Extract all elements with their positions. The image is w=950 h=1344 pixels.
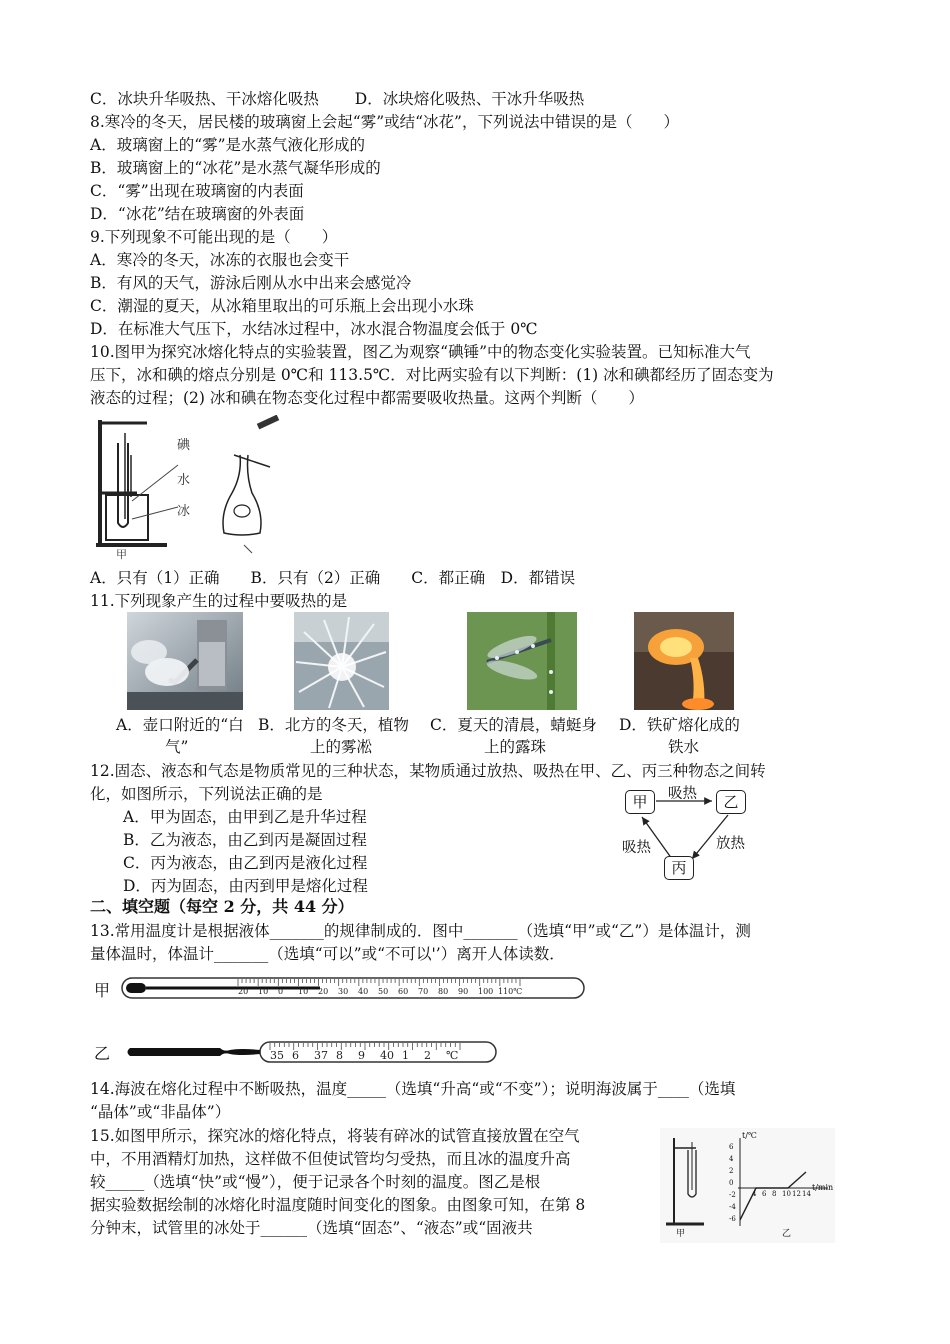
lab-thermometer-tick-5: 30 xyxy=(338,987,349,996)
lab-thermometer-tick-11: 90 xyxy=(458,987,469,996)
lab-thermometer-tick-3: 10 xyxy=(298,987,309,996)
graph-y-unit: t/℃ xyxy=(742,1131,757,1140)
kettle-steam-image xyxy=(127,612,243,710)
q9-option-c: C．潮湿的夏天，从冰箱里取出的可乐瓶上会出现小水珠 xyxy=(90,297,474,315)
lab-thermometer-tick-13: 110℃ xyxy=(498,987,523,996)
lab-thermometer-tick-6: 40 xyxy=(358,987,369,996)
q9-option-b: B．有风的天气，游泳后刚从水中出来会感觉冷 xyxy=(90,274,412,292)
clinical-thermometer-tick-4: 9 xyxy=(358,1049,365,1062)
graph-y-tick-3: 0 xyxy=(729,1179,734,1187)
graph-x-tick-3: 10 xyxy=(782,1190,791,1198)
q11-caption-b-line-2: 上的雾凇 xyxy=(310,738,373,756)
clinical-thermometer-image xyxy=(120,1038,500,1066)
q10-label-ice: 冰 xyxy=(177,504,191,519)
q10-label-jia: 甲 xyxy=(116,548,127,561)
q11-caption-d-line-1: D．铁矿熔化成的 xyxy=(619,716,740,734)
molten-iron-image xyxy=(634,612,734,710)
graph-y-tick-6: -6 xyxy=(729,1215,736,1223)
q15-figure xyxy=(660,1128,835,1243)
lab-thermometer-tick-8: 60 xyxy=(398,987,409,996)
clinical-thermometer-tick-1: 6 xyxy=(292,1049,299,1062)
q11-caption-a-line-2: 气” xyxy=(165,738,189,756)
q10-apparatus-figure xyxy=(92,415,312,560)
state-bing-box: 丙 xyxy=(664,856,694,880)
q13-line-2: 量体温时，体温计_______（选填“可以”或“不可以'’）离开人体读数． xyxy=(90,945,565,963)
q9-stem: 9.下列现象不可能出现的是（ ） xyxy=(90,228,338,246)
q15-line-3: 较_____（选填“快”或“慢”），便于记录各个时刻的温度。图乙是根 xyxy=(90,1173,541,1191)
rime-plant-image xyxy=(294,612,389,710)
q8-option-b: B．玻璃窗上的“冰花”是水蒸气凝华形成的 xyxy=(90,159,381,177)
q10-options: A．只有（1）正确 B．只有（2）正确 C．都正确 D．都错误 xyxy=(90,569,576,587)
q11-caption-d-line-2: 铁水 xyxy=(668,738,700,756)
q7-options-cd: C．冰块升华吸热、干冰熔化吸热 D．冰块熔化吸热、干冰升华吸热 xyxy=(90,90,585,108)
q9-option-d: D．在标准大气压下，水结冰过程中，冰水混合物温度会低于 0℃ xyxy=(90,320,538,338)
q11-caption-b-line-1: B．北方的冬天，植物 xyxy=(258,716,409,734)
clinical-thermometer-tick-5: 40 xyxy=(380,1049,394,1062)
clinical-thermometer-tick-8: ℃ xyxy=(446,1049,459,1062)
thermometer-jia-label: 甲 xyxy=(94,981,111,1000)
q15-line-5: 分钟末，试管里的冰处于______（选填“固态”、“液态”或“固液共 xyxy=(90,1219,533,1237)
q15-line-1: 15.如图甲所示，探究冰的熔化特点，将装有碎冰的试管直接放置在空气 xyxy=(90,1127,580,1145)
label-release-right: 放热 xyxy=(716,836,745,852)
lab-thermometer-tick-1: 10 xyxy=(258,987,269,996)
clinical-thermometer-tick-7: 2 xyxy=(424,1049,431,1062)
dragonfly-dew-image xyxy=(467,612,577,710)
lab-thermometer-tick-7: 50 xyxy=(378,987,389,996)
clinical-thermometer-tick-0: 35 xyxy=(270,1049,284,1062)
label-absorb-top: 吸热 xyxy=(668,786,697,802)
clinical-thermometer-tick-3: 8 xyxy=(336,1049,343,1062)
q15-line-4: 据实验数据绘制的冰熔化时温度随时间变化的图象。由图象可知，在第 8 xyxy=(90,1196,586,1214)
graph-x-unit: t/min xyxy=(812,1183,834,1192)
thermometer-yi-label: 乙 xyxy=(94,1044,111,1063)
clinical-thermometer-tick-6: 1 xyxy=(402,1049,409,1062)
graph-y-tick-0: 6 xyxy=(729,1143,734,1151)
state-jia-box: 甲 xyxy=(625,790,655,814)
q12-option-b: B．乙为液态，由乙到丙是凝固过程 xyxy=(123,831,367,849)
q11-stem: 11.下列现象产生的过程中要吸热的是 xyxy=(90,592,348,610)
graph-x-tick-1: 6 xyxy=(762,1190,767,1198)
q15-label-yi: 乙 xyxy=(782,1229,792,1239)
q12-option-d: D．丙为固态，由丙到甲是熔化过程 xyxy=(123,877,368,895)
q12-option-c: C．丙为液态，由乙到丙是液化过程 xyxy=(123,854,368,872)
lab-thermometer-tick-9: 70 xyxy=(418,987,429,996)
q10-stem-line-3: 液态的过程；(2) 冰和碘在物态变化过程中都需要吸收热量。这两个判断（ ） xyxy=(90,389,644,407)
graph-y-tick-5: -4 xyxy=(729,1203,736,1211)
q9-option-a: A．寒冷的冬天，冰冻的衣服也会变干 xyxy=(90,251,350,269)
q8-option-a: A．玻璃窗上的“雾”是水蒸气液化形成的 xyxy=(90,136,366,154)
graph-x-tick-0: 4 xyxy=(752,1190,757,1198)
graph-y-tick-4: -2 xyxy=(729,1191,736,1199)
q10-label-water: 水 xyxy=(177,473,191,488)
q10-stem-line-1: 10.图甲为探究冰熔化特点的实验装置，图乙为观察“碘锤”中的物态变化实验装置。已知标准大气 xyxy=(90,343,751,361)
q8-option-c: C．“雾”出现在玻璃窗的内表面 xyxy=(90,182,304,200)
q13-line-1: 13.常用温度计是根据液体_______的规律制成的．图中_______（选填“甲”或“乙”）是体温计，测 xyxy=(90,922,751,940)
graph-x-tick-4: 12 xyxy=(792,1190,801,1198)
q14-line-1: 14.海波在熔化过程中不断吸热，温度_____（选填“升高“或“不变”）；说明海波属于____（选填 xyxy=(90,1080,736,1098)
q8-stem: 8.寒冷的冬天，居民楼的玻璃窗上会起“雾”或结“冰花”，下列说法中错误的是（ ） xyxy=(90,113,679,131)
section2-heading: 二、填空题（每空 2 分，共 44 分） xyxy=(90,897,354,916)
q10-stem-line-2: 压下，冰和碘的熔点分别是 0℃和 113.5℃．对比两实验有以下判断：(1) 冰和碘都经历了固态变为 xyxy=(90,366,774,384)
q15-label-jia: 甲 xyxy=(676,1229,686,1239)
q12-option-a: A．甲为固态，由甲到乙是升华过程 xyxy=(123,808,367,826)
q10-label-iodine: 碘 xyxy=(177,438,191,453)
lab-thermometer-tick-0: 20 xyxy=(238,987,249,996)
label-absorb-left: 吸热 xyxy=(622,840,651,856)
clinical-thermometer-tick-2: 37 xyxy=(314,1049,328,1062)
graph-y-tick-2: 2 xyxy=(729,1167,734,1175)
lab-thermometer-tick-4: 20 xyxy=(318,987,329,996)
lab-thermometer-tick-10: 80 xyxy=(438,987,449,996)
q8-option-d: D．“冰花”结在玻璃窗的外表面 xyxy=(90,205,305,223)
lab-thermometer-tick-2: 0 xyxy=(278,987,284,996)
q12-stem-line-1: 12.固态、液态和气态是物质常见的三种状态，某物质通过放热、吸热在甲、乙、丙三种物态之间转 xyxy=(90,762,766,780)
q11-caption-c-line-1: C．夏天的清晨，蜻蜓身 xyxy=(430,716,597,734)
state-yi-box: 乙 xyxy=(716,790,746,814)
q12-stem-line-2: 化，如图所示，下列说法正确的是 xyxy=(90,785,323,803)
q15-line-2: 中，不用酒精灯加热，这样做不但使试管均匀受热，而且冰的温度升高 xyxy=(90,1150,571,1168)
q11-caption-a-line-1: A．壶口附近的“白 xyxy=(116,716,244,734)
graph-x-tick-2: 8 xyxy=(772,1190,777,1198)
graph-y-tick-1: 4 xyxy=(729,1155,734,1163)
q14-line-2: “晶体”或“非晶体”） xyxy=(90,1103,231,1121)
q11-caption-c-line-2: 上的露珠 xyxy=(484,738,547,756)
graph-x-tick-5: 14 xyxy=(802,1190,811,1198)
lab-thermometer-tick-12: 100 xyxy=(478,987,494,996)
